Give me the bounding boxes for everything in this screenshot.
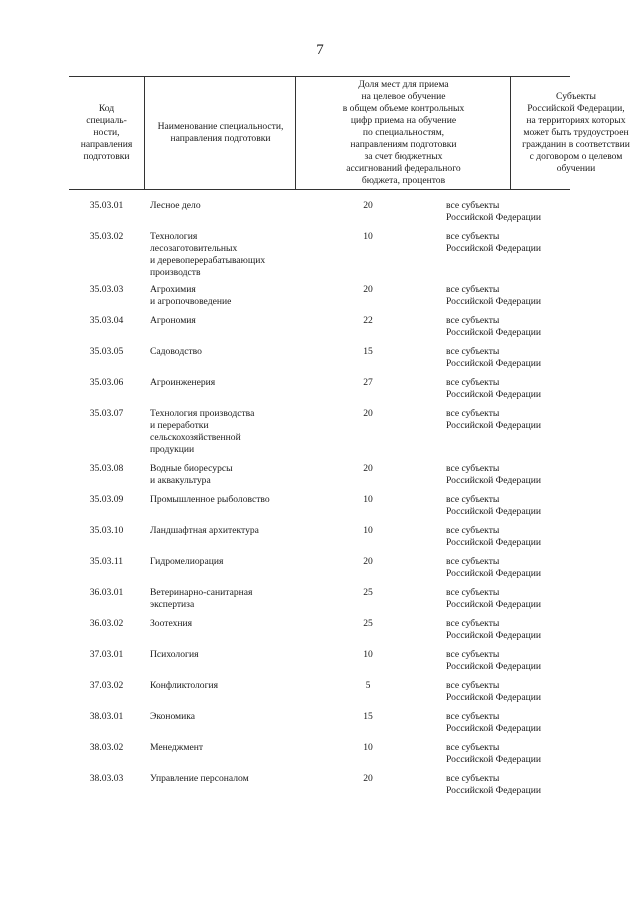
- row-code: 37.03.01: [89, 649, 124, 660]
- row-subjects: все субъекты Российской Федерации: [446, 284, 541, 307]
- row-share: 20: [363, 284, 373, 295]
- row-share: 10: [363, 649, 373, 660]
- row-share: 27: [363, 377, 373, 388]
- table-row: [69, 231, 570, 284]
- row-code: 37.03.02: [89, 680, 124, 691]
- row-subjects: все субъекты Российской Федерации: [446, 773, 541, 796]
- row-subjects: все субъекты Российской Федерации: [446, 346, 541, 369]
- row-code: 38.03.03: [89, 773, 124, 784]
- row-share: 20: [363, 463, 373, 474]
- table-header: [69, 76, 630, 190]
- row-share: 20: [363, 773, 373, 784]
- table-row: [69, 556, 570, 587]
- row-code: 35.03.02: [89, 231, 124, 242]
- row-share: 15: [363, 711, 373, 722]
- row-subjects: все субъекты Российской Федерации: [446, 231, 541, 254]
- row-name: Конфликтология: [150, 680, 219, 691]
- row-code: 35.03.09: [89, 494, 124, 505]
- row-subjects: все субъекты Российской Федерации: [446, 742, 541, 765]
- row-code: 38.03.01: [89, 711, 124, 722]
- row-name: Технология лесозаготовительных и деревоперерабатывающих производств: [150, 231, 266, 278]
- row-share: 22: [363, 315, 373, 326]
- row-code: 36.03.01: [89, 587, 124, 598]
- row-subjects: все субъекты Российской Федерации: [446, 200, 541, 223]
- row-share: 10: [363, 525, 373, 536]
- row-share: 10: [363, 231, 373, 242]
- row-share: 20: [363, 200, 373, 211]
- row-code: 36.03.02: [89, 618, 124, 629]
- row-share: 20: [363, 408, 373, 419]
- row-code: 35.03.06: [89, 377, 124, 388]
- table-row: [69, 463, 570, 494]
- row-share: 15: [363, 346, 373, 357]
- row-name: Агрохимия и агропочвоведение: [150, 284, 232, 307]
- row-share: 20: [363, 556, 373, 567]
- row-share: 5: [365, 680, 371, 691]
- table-row: [69, 494, 570, 525]
- table-row: [69, 711, 570, 742]
- row-name: Промышленное рыболовство: [150, 494, 270, 505]
- row-subjects: все субъекты Российской Федерации: [446, 587, 541, 610]
- table-row: [69, 284, 570, 315]
- row-name: Агроинженерия: [150, 377, 216, 388]
- page-number: 7: [316, 42, 324, 58]
- table-row: [69, 377, 570, 408]
- table-row: [69, 200, 570, 231]
- header-share: Доля мест для приема на целевое обучение в общем объеме контрольных цифр приема на обучение по специальностям, направлениям подготовки за счет бюджетных ассигнований федерального бюджета, процентов: [295, 77, 511, 189]
- row-share: 25: [363, 587, 373, 598]
- table-row: [69, 587, 570, 618]
- row-name: Гидромелиорация: [150, 556, 224, 567]
- row-name: Менеджмент: [150, 742, 204, 753]
- row-share: 25: [363, 618, 373, 629]
- table-row: [69, 618, 570, 649]
- table-row: [69, 408, 570, 463]
- table-row: [69, 742, 570, 773]
- row-code: 35.03.01: [89, 200, 124, 211]
- table-row: [69, 315, 570, 346]
- row-share: 10: [363, 742, 373, 753]
- row-name: Садоводство: [150, 346, 202, 357]
- row-name: Ветеринарно-санитарная экспертиза: [150, 587, 253, 610]
- row-subjects: все субъекты Российской Федерации: [446, 649, 541, 672]
- row-name: Технология производства и переработки сельскохозяйственной продукции: [150, 408, 255, 455]
- table-row: [69, 773, 570, 804]
- row-subjects: все субъекты Российской Федерации: [446, 525, 541, 548]
- row-subjects: все субъекты Российской Федерации: [446, 377, 541, 400]
- header-code: Код специаль- ности, направления подготовки: [80, 103, 133, 162]
- row-name: Лесное дело: [150, 200, 201, 211]
- row-code: 35.03.11: [89, 556, 124, 567]
- row-name: Экономика: [150, 711, 196, 722]
- table-row: [69, 346, 570, 377]
- row-code: 35.03.10: [89, 525, 124, 536]
- row-subjects: все субъекты Российской Федерации: [446, 556, 541, 579]
- row-code: 35.03.08: [89, 463, 124, 474]
- row-name: Ландшафтная архитектура: [150, 525, 259, 536]
- row-name: Зоотехния: [150, 618, 193, 629]
- row-name: Водные биоресурсы и аквакультура: [150, 463, 233, 486]
- row-name: Управление персоналом: [150, 773, 249, 784]
- row-name: Агрономия: [150, 315, 196, 326]
- row-code: 35.03.04: [89, 315, 124, 326]
- row-code: 35.03.05: [89, 346, 124, 357]
- table-row: [69, 525, 570, 556]
- table-row: [69, 680, 570, 711]
- row-subjects: все субъекты Российской Федерации: [446, 463, 541, 486]
- table-body: [69, 200, 570, 804]
- row-code: 35.03.03: [89, 284, 124, 295]
- row-code: 35.03.07: [89, 408, 124, 419]
- row-subjects: все субъекты Российской Федерации: [446, 408, 541, 431]
- header-name: Наименование специальности, направления подготовки: [144, 77, 296, 189]
- row-subjects: все субъекты Российской Федерации: [446, 711, 541, 734]
- table-row: [69, 649, 570, 680]
- row-code: 38.03.02: [89, 742, 124, 753]
- row-subjects: все субъекты Российской Федерации: [446, 494, 541, 517]
- row-share: 10: [363, 494, 373, 505]
- row-subjects: все субъекты Российской Федерации: [446, 680, 541, 703]
- row-name: Психология: [150, 649, 199, 660]
- row-subjects: все субъекты Российской Федерации: [446, 618, 541, 641]
- header-subjects: Субъекты Российской Федерации, на территориях которых может быть трудоустроен гражданин в соответствии с договором о целевом обучении: [510, 77, 640, 189]
- row-subjects: все субъекты Российской Федерации: [446, 315, 541, 338]
